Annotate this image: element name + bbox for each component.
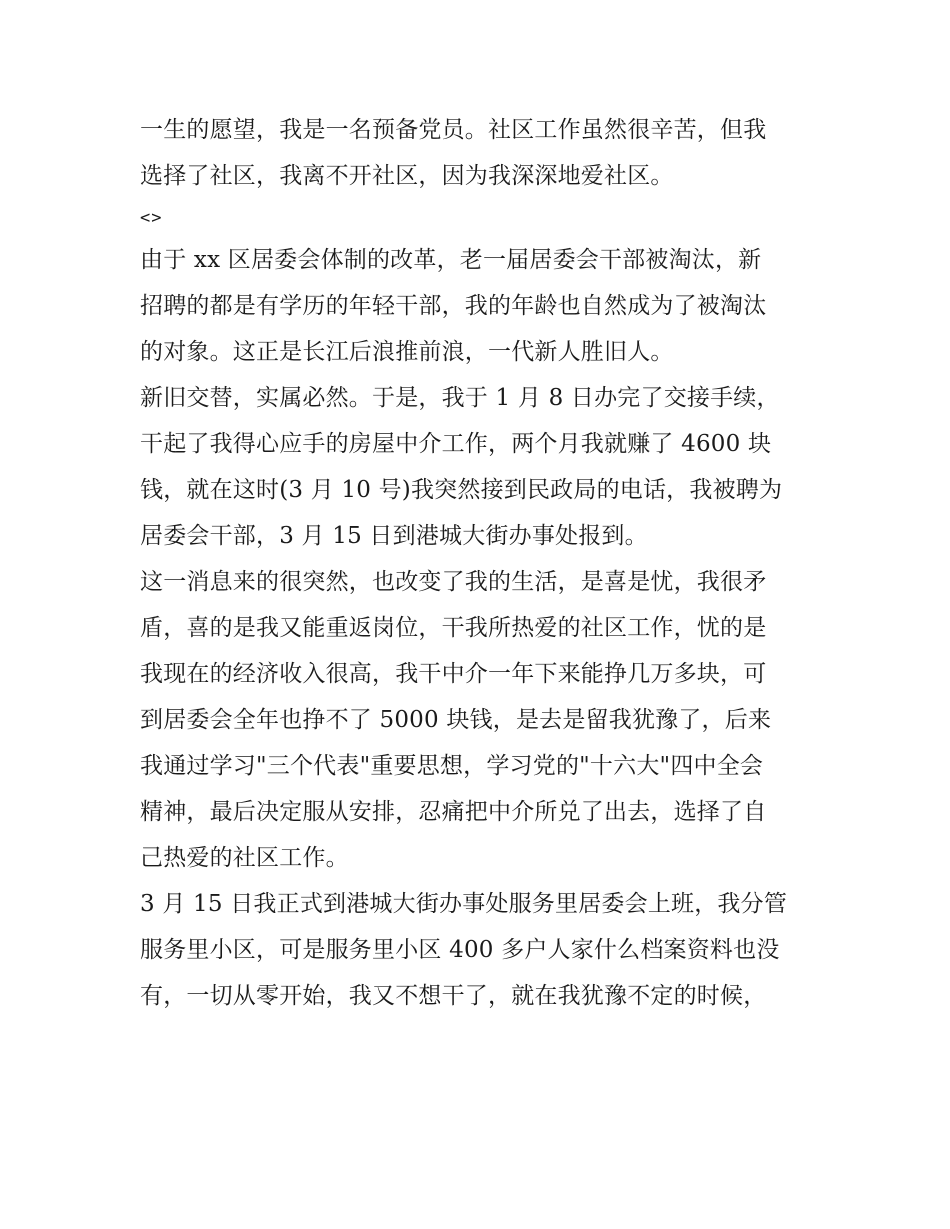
text-line: 招聘的都是有学历的年轻干部，我的年龄也自然成为了被淘汰 xyxy=(140,293,767,319)
text-line: <> xyxy=(140,208,163,228)
text-line: 3 月 15 日我正式到港城大街办事处服务里居委会上班，我分管 xyxy=(140,891,788,917)
text-line: 选择了社区，我离不开社区，因为我深深地爱社区。 xyxy=(140,163,674,189)
text-line: 一生的愿望，我是一名预备党员。社区工作虽然很辛苦，但我 xyxy=(140,117,767,143)
text-line: 钱，就在这时(3 月 10 号)我突然接到民政局的电话，我被聘为 xyxy=(140,477,783,503)
document-body xyxy=(140,107,820,1019)
text-line: 干起了我得心应手的房屋中介工作，两个月我就赚了 4600 块 xyxy=(140,431,772,457)
text-line: 我现在的经济收入很高，我干中介一年下来能挣几万多块，可 xyxy=(140,661,767,687)
text-line: 新旧交替，实属必然。于是，我于 1 月 8 日办完了交接手续， xyxy=(140,385,780,411)
text-line: 精神，最后决定服从安排，忍痛把中介所兑了出去，选择了自 xyxy=(140,799,767,825)
text-line: 盾，喜的是我又能重返岗位，干我所热爱的社区工作，忧的是 xyxy=(140,615,767,641)
text-line: 这一消息来的很突然，也改变了我的生活，是喜是忧，我很矛 xyxy=(140,569,767,595)
text-line: 我通过学习"三个代表"重要思想，学习党的"十六大"四中全会 xyxy=(140,753,764,779)
text-line: 的对象。这正是长江后浪推前浪，一代新人胜旧人。 xyxy=(140,339,674,365)
text-line: 由于 xx 区居委会体制的改革，老一届居委会干部被淘汰，新 xyxy=(140,247,762,273)
text-line: 服务里小区，可是服务里小区 400 多户人家什么档案资料也没 xyxy=(140,937,780,963)
text-line: 有，一切从零开始，我又不想干了，就在我犹豫不定的时候， xyxy=(140,983,767,1009)
text-line: 居委会干部，3 月 15 日到港城大街办事处报到。 xyxy=(140,523,648,549)
text-line: 到居委会全年也挣不了 5000 块钱，是去是留我犹豫了，后来 xyxy=(140,707,772,733)
text-line: 己热爱的社区工作。 xyxy=(140,845,349,871)
